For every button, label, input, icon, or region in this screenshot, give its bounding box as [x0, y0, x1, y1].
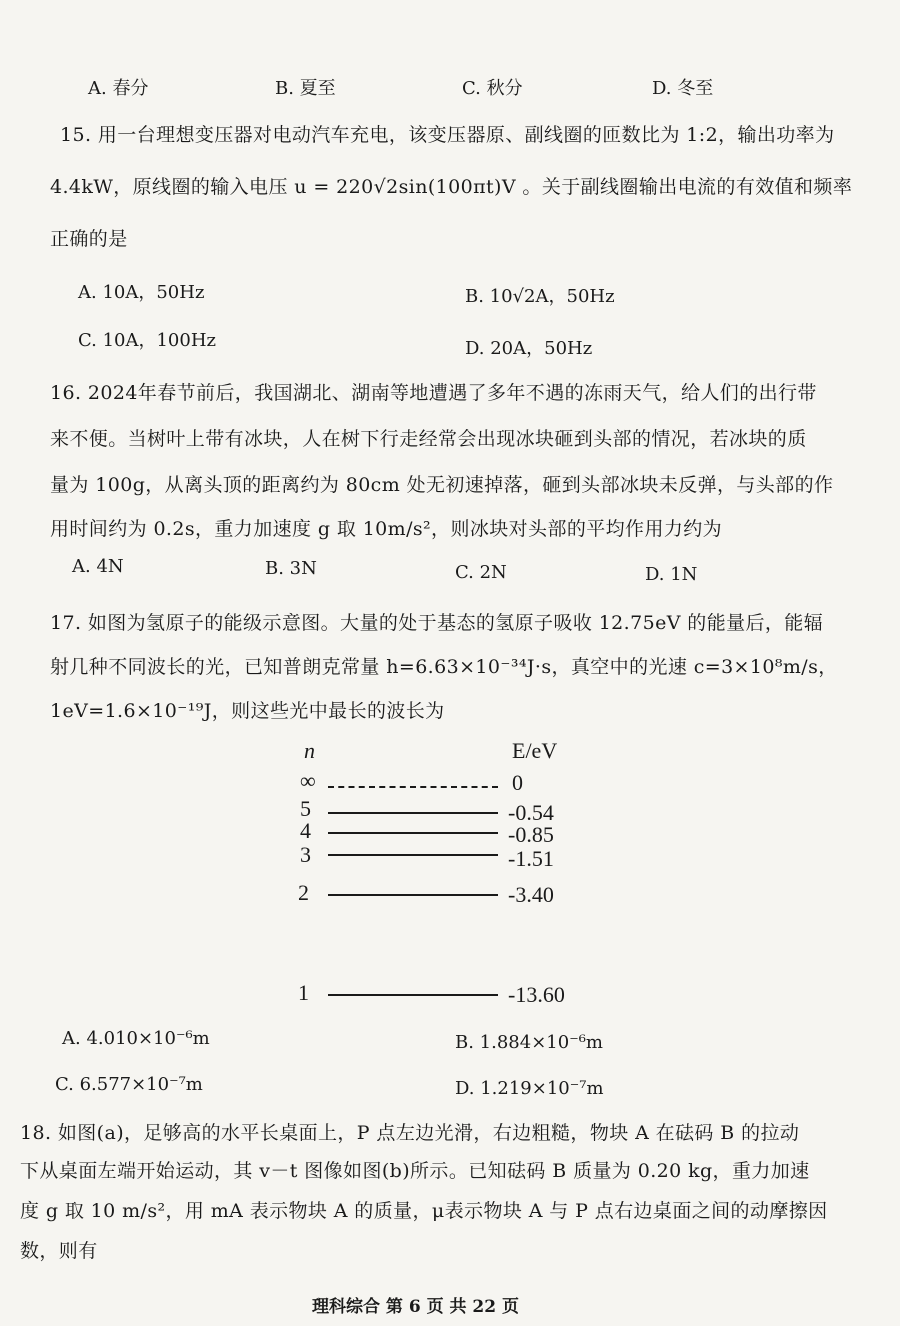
q14-option-c: C. 秋分 — [462, 78, 523, 99]
q15-option-b: B. 10√2A，50Hz — [465, 286, 615, 307]
q16-stem-line3: 量为 100g，从离头顶的距离约为 80cm 处无初速掉落，砸到头部冰块未反弹，与头部的作 — [50, 474, 834, 496]
q15-stem-line3: 正确的是 — [50, 228, 128, 250]
q16-option-a: A. 4N — [72, 556, 124, 577]
q17-stem-line3: 1eV=1.6×10⁻¹⁹J，则这些光中最长的波长为 — [50, 700, 445, 722]
q18-stem-line4: 数，则有 — [20, 1240, 98, 1262]
q16-stem-line4: 用时间约为 0.2s，重力加速度 g 取 10m/s²，则冰块对头部的平均作用力约为 — [50, 518, 723, 540]
q16-option-c: C. 2N — [455, 562, 507, 583]
q17-option-b: B. 1.884×10⁻⁶m — [455, 1032, 603, 1053]
level-line-2 — [328, 894, 498, 896]
q16-option-d: D. 1N — [645, 564, 698, 585]
energy-level-diagram — [280, 738, 620, 1018]
q15-option-a: A. 10A，50Hz — [78, 282, 205, 303]
level-n-2: 2 — [298, 880, 309, 905]
q17-option-c: C. 6.577×10⁻⁷m — [55, 1074, 203, 1095]
level-e-3: -1.51 — [508, 846, 554, 871]
level-e-1: -13.60 — [508, 982, 565, 1007]
level-n-3: 3 — [300, 842, 311, 867]
q14-option-d: D. 冬至 — [652, 78, 714, 99]
q16-option-b: B. 3N — [265, 558, 317, 579]
q18-stem-line2: 下从桌面左端开始运动，其 v－t 图像如图(b)所示。已知砝码 B 质量为 0.20 kg，重力加速 — [20, 1160, 810, 1182]
level-line-3 — [328, 854, 498, 856]
page-footer: 理科综合 第 6 页 共 22 页 — [312, 1297, 519, 1317]
level-e-2: -3.40 — [508, 882, 554, 907]
level-e-4: -0.85 — [508, 822, 554, 847]
q15-option-d: D. 20A，50Hz — [465, 338, 593, 359]
q15-option-c: C. 10A，100Hz — [78, 330, 217, 351]
q18-stem-line3: 度 g 取 10 m/s²，用 mA 表示物块 A 的质量，μ表示物块 A 与 P 点右边桌面之间的动摩擦因 — [20, 1200, 828, 1222]
level-n-1: 1 — [298, 980, 309, 1005]
level-line-5 — [328, 812, 498, 814]
q17-option-d: D. 1.219×10⁻⁷m — [455, 1078, 604, 1099]
level-e-5: -0.54 — [508, 800, 554, 825]
q17-stem-line2: 射几种不同波长的光，已知普朗克常量 h=6.63×10⁻³⁴J·s，真空中的光速 c=3×10⁸m/s， — [50, 656, 838, 678]
q17-option-a: A. 4.010×10⁻⁶m — [62, 1028, 210, 1049]
level-line-1 — [328, 994, 498, 996]
q15-stem-line1: 15. 用一台理想变压器对电动汽车充电，该变压器原、副线圈的匝数比为 1:2，输出功率为 — [60, 124, 835, 146]
q14-option-a: A. 春分 — [88, 78, 149, 99]
q16-stem-line2: 来不便。当树叶上带有冰块，人在树下行走经常会出现冰块砸到头部的情况，若冰块的质 — [50, 428, 807, 450]
diagram-n-header: n — [304, 738, 315, 763]
diagram-energy-header: E/eV — [512, 738, 558, 763]
level-n-4: 4 — [300, 818, 311, 843]
q15-stem-line2: 4.4kW，原线圈的输入电压 u = 220√2sin(100πt)V 。关于副线圈输出电流的有效值和频率 — [50, 176, 853, 198]
q17-stem-line1: 17. 如图为氢原子的能级示意图。大量的处于基态的氢原子吸收 12.75eV 的能量后，能辐 — [50, 612, 824, 634]
level-line-inf — [328, 786, 498, 788]
q18-stem-line1: 18. 如图(a)，足够高的水平长桌面上，P 点左边光滑，右边粗糙，物块 A 在砝码 B 的拉动 — [20, 1122, 800, 1144]
q16-stem-line1: 16. 2024年春节前后，我国湖北、湖南等地遭遇了多年不遇的冻雨天气，给人们的出行带 — [50, 382, 817, 404]
level-line-4 — [328, 832, 498, 834]
level-n-5: 5 — [300, 796, 311, 821]
q14-option-b: B. 夏至 — [275, 78, 336, 99]
level-n-inf: ∞ — [300, 768, 316, 793]
level-e-inf: 0 — [512, 770, 523, 795]
